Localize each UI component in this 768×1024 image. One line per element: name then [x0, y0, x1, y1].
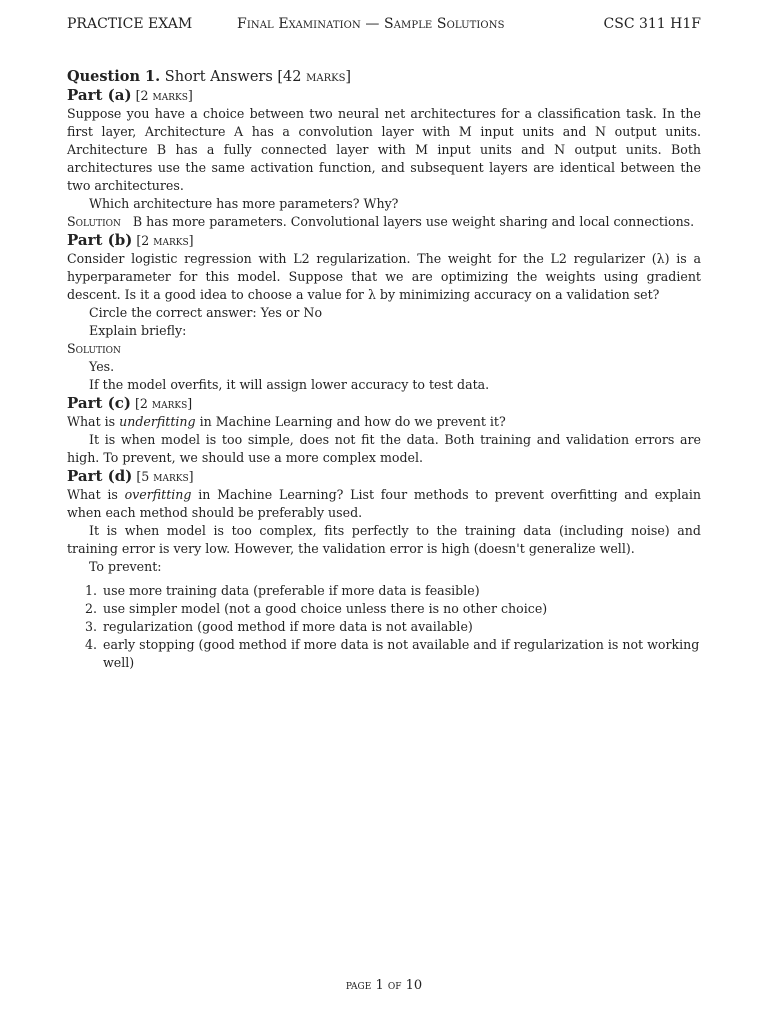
part-b-label: Part (b) — [67, 231, 133, 249]
header-right: CSC 311 H1F — [603, 16, 701, 32]
list-item: 1. use more training data (preferable if more data is feasible) — [101, 582, 701, 600]
part-d-term: overfitting — [124, 487, 192, 502]
header-left: PRACTICE EXAM — [67, 16, 193, 32]
part-a-solution — [67, 213, 701, 231]
part-b-solution-line2: If the model overfits, it will assign lower accuracy to test data. — [89, 377, 490, 392]
list-item: 4. early stopping (good method if more data is not available and if regularization is not working well) — [101, 636, 701, 672]
part-b-heading — [67, 231, 701, 250]
part-a-heading — [67, 86, 701, 105]
question-label: Question 1. — [67, 68, 161, 85]
part-a-label: Part (a) — [67, 86, 132, 104]
part-d-label: Part (d) — [67, 467, 133, 485]
part-a-prompt: Suppose you have a choice between two neural net architectures for a classification task. In the first layer, Architecture A has a convolution layer with M input units and N output units. Architecture B has a fully connected layer with M input units and N output units. Both architectures use the same activation function, and subsequent layers are identical between the two architectures. — [67, 106, 701, 193]
part-b — [67, 231, 701, 394]
question-topic: Short Answers — [164, 69, 273, 85]
part-b-solution-line1: Yes. — [89, 359, 115, 374]
part-a-solution-label: Solution — [67, 214, 121, 229]
part-a-marks: [2 marks] — [135, 88, 193, 103]
prevention-methods-list — [67, 582, 701, 672]
part-c-answer: It is when model is too simple, does not fit the data. Both training and validation errors are high. To prevent, we should use a more complex model. — [67, 432, 701, 465]
header-center: Final Examination — Sample Solutions — [237, 16, 505, 32]
part-c — [67, 394, 701, 467]
part-a-question: Which architecture has more parameters? Why? — [89, 196, 399, 211]
part-b-solution-label: Solution — [67, 341, 121, 356]
list-item: 3. regularization (good method if more data is not available) — [101, 618, 701, 636]
part-c-heading — [67, 394, 701, 413]
part-d-prompt — [67, 486, 701, 522]
part-c-prompt-post: in Machine Learning and how do we prevent it? — [195, 414, 506, 429]
part-c-label: Part (c) — [67, 394, 131, 412]
part-d — [67, 467, 701, 672]
part-a — [67, 86, 701, 231]
question-marks: [42 marks] — [277, 69, 352, 85]
part-d-answer: It is when model is too complex, fits perfectly to the training data (including noise) and training error is very low. However, the validation error is high (doesn't generalize well). — [67, 523, 701, 556]
part-a-solution-text: B has more parameters. Convolutional layers use weight sharing and local connections. — [132, 214, 695, 229]
part-c-prompt — [67, 413, 701, 431]
part-b-circle: Circle the correct answer: Yes or No — [89, 305, 323, 320]
part-d-heading — [67, 467, 701, 486]
exam-content — [67, 68, 701, 672]
list-item: 2. use simpler model (not a good choice unless there is no other choice) — [101, 600, 701, 618]
part-d-prompt-post: in Machine Learning? List four methods to prevent overfitting and explain when each method should be preferably used. — [67, 487, 701, 520]
part-b-explain: Explain briefly: — [89, 323, 187, 338]
part-d-marks: [5 marks] — [136, 469, 194, 484]
page-footer: page 1 of 10 — [345, 978, 423, 993]
part-b-prompt: Consider logistic regression with L2 regularization. The weight for the L2 regularizer (λ) is a hyperparameter for this model. Suppose that we are optimizing the weights using gradient descent. Is it a good idea to choose a value for λ by minimizing accuracy on a validation set? — [67, 251, 701, 302]
part-c-marks: [2 marks] — [135, 396, 193, 411]
part-d-prompt-pre: What is — [67, 487, 125, 502]
question-title — [67, 68, 701, 86]
part-b-marks: [2 marks] — [136, 233, 194, 248]
part-d-to-prevent: To prevent: — [89, 559, 162, 574]
part-c-term: underfitting — [119, 414, 196, 429]
page-header — [67, 16, 701, 38]
part-c-prompt-pre: What is — [67, 414, 120, 429]
